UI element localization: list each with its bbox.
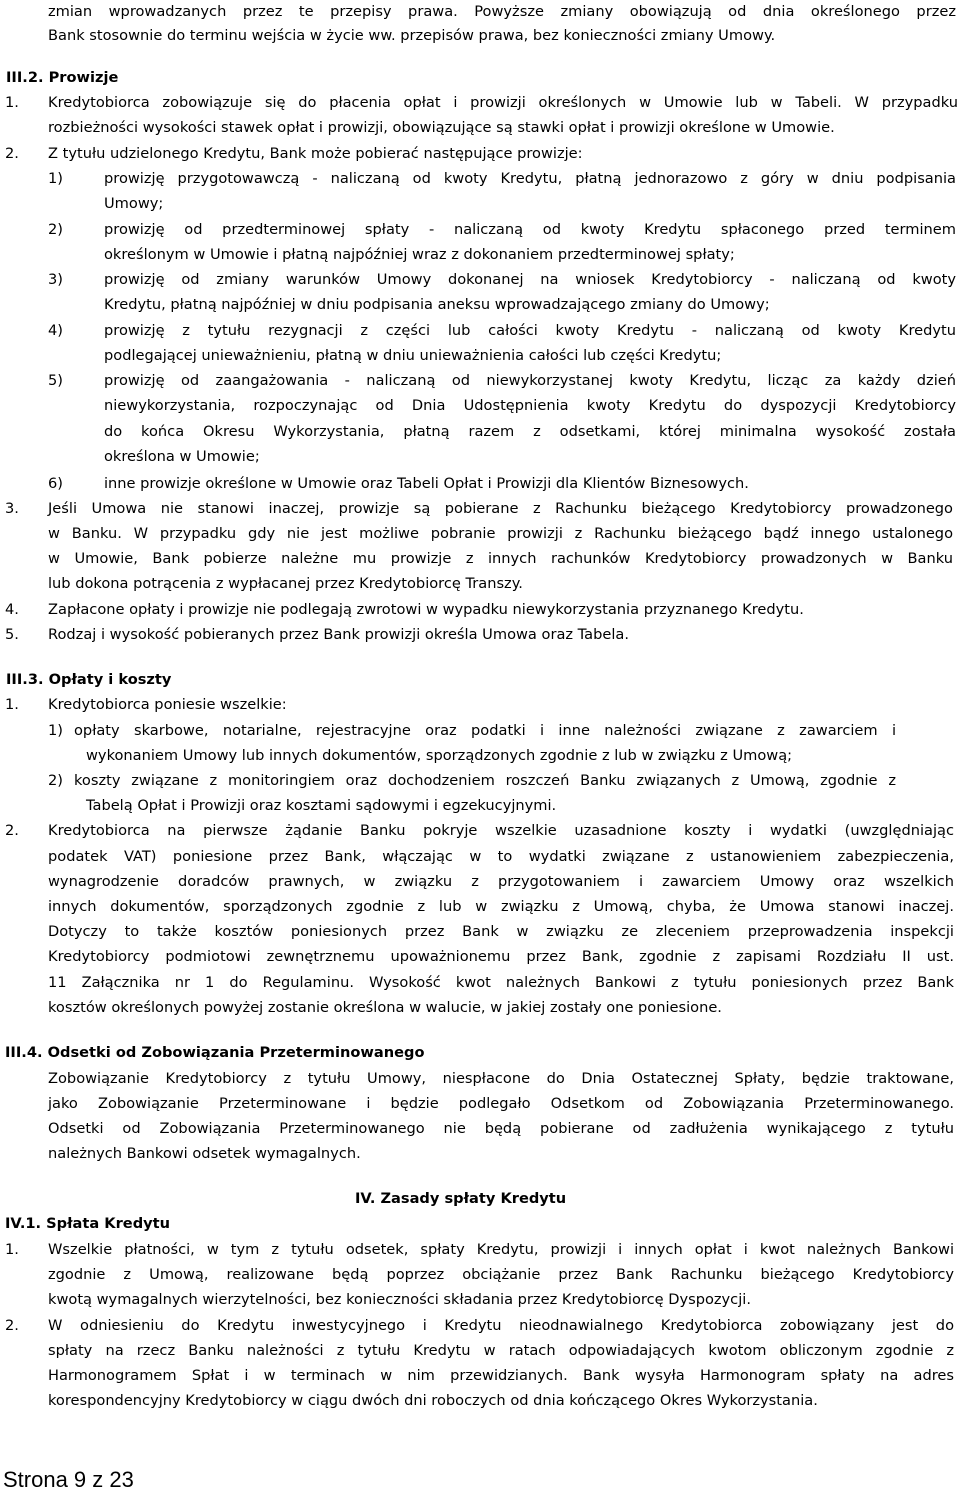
- text-line: określonym w Umowie i płatną najpóźniej wraz z dokonaniem przedterminowej spłaty;: [104, 246, 735, 263]
- list-number: 3.: [5, 500, 19, 517]
- text-line: Tabelą Opłat i Prowizji oraz kosztami sądowymi i egzekucyjnymi.: [86, 797, 557, 814]
- text-line: kwotą wymagalnych wierzytelności, bez konieczności składania przez Kredytobiorcę Dyspozycji.: [48, 1291, 751, 1308]
- section-heading: III.4. Odsetki od Zobowiązania Przeterminowanego: [5, 1044, 425, 1061]
- text-line: Kredytu, płatną najpóźniej w dniu podpisania aneksu wprowadzającego zmiany do Umowy;: [104, 296, 770, 313]
- text-line: prowizję od zaangażowania - naliczaną od niewykorzystanej kwoty Kredytu, licząc za każdy dzień: [104, 372, 956, 389]
- text-line: Kredytobiorca na pierwsze żądanie Banku pokryje wszelkie uzasadnione koszty i wydatki (uwzględniając: [48, 822, 954, 839]
- text-line: zgodnie z Umową, realizowane będą poprzez obciążanie przez Bank Rachunku bieżącego Kredytobiorcy: [48, 1266, 954, 1283]
- list-number: 1): [48, 722, 63, 739]
- list-number: 4.: [5, 601, 19, 618]
- text-line: prowizję od zmiany warunków Umowy dokonanej na wniosek Kredytobiorcy - naliczaną od kwoty: [104, 271, 956, 288]
- text-line: Bank stosownie do terminu wejścia w życie ww. przepisów prawa, bez konieczności zmiany Umowy.: [48, 27, 776, 44]
- list-number: 1.: [5, 696, 19, 713]
- text-line: podatek VAT) poniesione przez Bank, włączając w to wydatki związane z ustanowieniem zabezpieczenia,: [48, 848, 954, 865]
- list-number: 2.: [5, 145, 19, 162]
- list-number: 5): [48, 372, 63, 389]
- text-line: prowizję z tytułu rezygnacji z części lub całości kwoty Kredytu - naliczaną od kwoty Kredytu: [104, 322, 956, 339]
- text-line: Harmonogramem Spłat i w terminach w nim przewidzianych. Bank wysyła Harmonogram spłaty na adres: [48, 1367, 954, 1384]
- list-number: 4): [48, 322, 63, 339]
- text-line: Wszelkie płatności, w tym z tytułu odsetek, spłaty Kredytu, prowizji i innych opłat i kwot należnych Bankowi: [48, 1241, 954, 1258]
- section-heading: IV.1. Spłata Kredytu: [5, 1215, 171, 1232]
- section-heading: IV. Zasady spłaty Kredytu: [355, 1190, 567, 1207]
- text-line: Umowy;: [104, 195, 164, 212]
- text-line: wykonaniem Umowy lub innych dokumentów, sporządzonych zgodnie z lub w związku z Umową;: [86, 747, 793, 764]
- text-line: Zapłacone opłaty i prowizje nie podlegają zwrotowi w wypadku niewykorzystania przyznanego Kredytu.: [48, 601, 804, 618]
- text-line: do końca Okresu Wykorzystania, płatną razem z odsetkami, której minimalna wysokość została: [104, 423, 956, 440]
- text-line: Zobowiązanie Kredytobiorcy z tytułu Umowy, niespłacone do Dnia Ostatecznej Spłaty, będzie traktowane,: [48, 1070, 954, 1087]
- text-line: prowizję przygotowawczą - naliczaną od kwoty Kredytu, płatną jednorazowo z góry w dniu podpisania: [104, 170, 956, 187]
- text-line: należnych Bankowi odsetek wymagalnych.: [48, 1145, 361, 1162]
- text-line: określona w Umowie;: [104, 448, 260, 465]
- text-line: inne prowizje określone w Umowie oraz Tabeli Opłat i Prowizji dla Klientów Biznesowych.: [104, 475, 749, 492]
- section-heading: III.2. Prowizje: [6, 69, 119, 86]
- text-line: zmian wprowadzanych przez te przepisy prawa. Powyższe zmiany obowiązują od dnia określonego przez: [48, 3, 956, 20]
- text-line: jako Zobowiązanie Przeterminowane i będzie podlegało Odsetkom od Zobowiązania Przeterminowanego.: [48, 1095, 954, 1112]
- text-line: Kredytobiorcy podmiotowi zewnętrznemu upoważnionemu przez Bank, zgodnie z zapisami Rozdziału II ust.: [48, 948, 954, 965]
- list-number: 5.: [5, 626, 19, 643]
- text-line: korespondencyjny Kredytobiorcy w ciągu dwóch dni roboczych od dnia kończącego Okres Wykorzystania.: [48, 1392, 818, 1409]
- list-number: 2): [48, 772, 63, 789]
- text-line: lub dokona potrącenia z wypłacanej przez Kredytobiorcę Transzy.: [48, 575, 523, 592]
- text-line: Z tytułu udzielonego Kredytu, Bank może pobierać następujące prowizje:: [48, 145, 583, 162]
- text-line: koszty związane z monitoringiem oraz dochodzeniem roszczeń Banku związanych z Umową, zgodnie z: [74, 772, 896, 789]
- text-line: opłaty skarbowe, notarialne, rejestracyjne oraz podatki i inne należności związane z zawarciem i: [74, 722, 896, 739]
- list-number: 3): [48, 271, 63, 288]
- text-line: Dotyczy to także kosztów poniesionych przez Bank w związku ze zleceniem przeprowadzenia inspekcji: [48, 923, 954, 940]
- section-heading: III.3. Opłaty i koszty: [6, 671, 172, 688]
- text-line: w Banku. W przypadku gdy nie jest możliwe pobranie prowizji z Rachunku bieżącego bądź innego ustalonego: [48, 525, 953, 542]
- text-line: 11 Załącznika nr 1 do Regulaminu. Wysokość kwot należnych Bankowi z tytułu poniesionych przez Bank: [48, 974, 954, 991]
- text-line: Rodzaj i wysokość pobieranych przez Bank prowizji określa Umowa oraz Tabela.: [48, 626, 630, 643]
- text-line: kosztów określonych powyżej zostanie określona w walucie, w jakiej zostały one poniesione.: [48, 999, 722, 1016]
- text-line: Jeśli Umowa nie stanowi inaczej, prowizje są pobierane z Rachunku bieżącego Kredytobiorcy prowadzonego: [48, 500, 953, 517]
- text-line: niewykorzystania, rozpoczynając od Dnia Udostępnienia kwoty Kredytu do dyspozycji Kredytobiorcy: [104, 397, 956, 414]
- text-line: podlegającej unieważnieniu, płatną w dniu unieważnienia całości lub części Kredytu;: [104, 347, 722, 364]
- list-number: 2): [48, 221, 63, 238]
- page-number: Strona 9 z 23: [3, 1467, 134, 1492]
- list-number: 2.: [5, 822, 19, 839]
- list-number: 1): [48, 170, 63, 187]
- list-number: 1.: [5, 1241, 19, 1258]
- list-number: 1.: [5, 94, 19, 111]
- text-line: Kredytobiorca poniesie wszelkie:: [48, 696, 287, 713]
- list-number: 2.: [5, 1317, 19, 1334]
- text-line: spłaty na rzecz Banku należności z tytułu Kredytu w ratach odpowiadających kwotom obliczonym zgodnie z: [48, 1342, 954, 1359]
- text-line: w Umowie, Bank pobierze należne mu prowizje z innych rachunków Kredytobiorcy prowadzonych w Banku: [48, 550, 953, 567]
- text-line: innych dokumentów, sporządzonych zgodnie z lub w związku z Umową, chyba, że Umowa stanowi inaczej.: [48, 898, 954, 915]
- text-line: prowizję od przedterminowej spłaty - naliczaną od kwoty Kredytu spłaconego przed terminem: [104, 221, 956, 238]
- list-number: 6): [48, 475, 63, 492]
- text-line: rozbieżności wysokości stawek opłat i prowizji, obowiązujące są stawki opłat i prowizji określone w Umowie.: [48, 119, 835, 136]
- text-line: Kredytobiorca zobowiązuje się do płacenia opłat i prowizji określonych w Umowie lub w Tabeli. W przypadku: [48, 94, 958, 111]
- text-line: Odsetki od Zobowiązania Przeterminowanego nie będą pobierane od zadłużenia wynikającego z tytułu: [48, 1120, 954, 1137]
- text-line: wynagrodzenie doradców prawnych, w związku z przygotowaniem i zawarciem Umowy oraz wszelkich: [48, 873, 954, 890]
- text-line: W odniesieniu do Kredytu inwestycyjnego i Kredytu nieodnawialnego Kredytobiorca zobowiązany jest do: [48, 1317, 954, 1334]
